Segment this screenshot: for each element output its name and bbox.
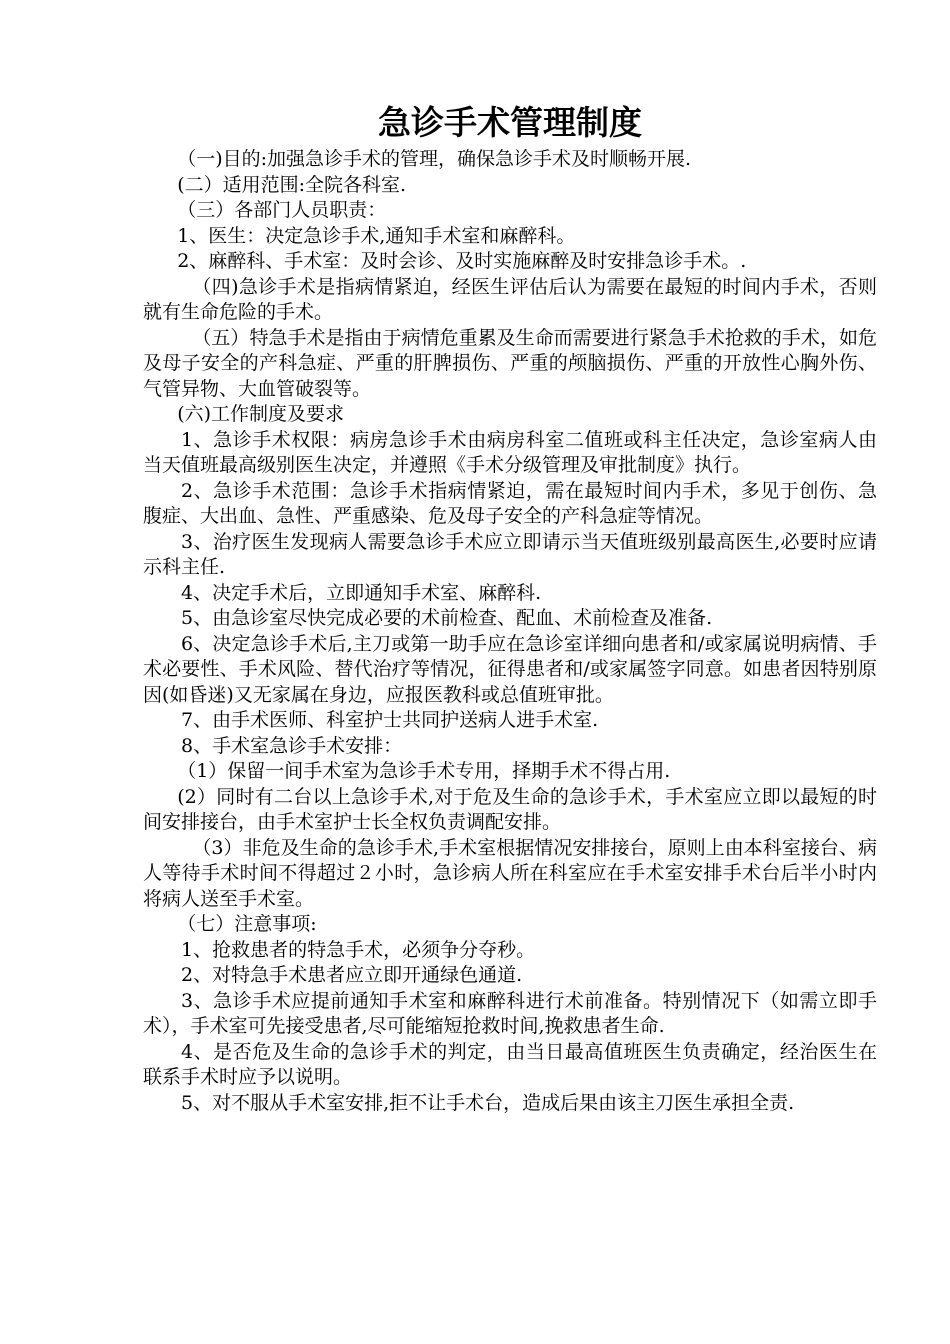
paragraph-urgent-definition: （五）特急手术是指由于病情危重累及生命而需要进行紧急手术抢救的手术，如危及母子安全的产科急症、严重的肝脾损伤、严重的颅脑损伤、严重的开放性心胸外伤、气管异物、大血管破裂等。 (143, 326, 877, 400)
paragraph-duties-heading: （三）各部门人员职责： (177, 199, 387, 221)
paragraph-rule-1: 1、急诊手术权限：病房急诊手术由病房科室二值班或科主任决定，急诊室病人由当天值班最高级别医生决定，并遵照《手术分级管理及审批制度》执行。 (143, 428, 877, 476)
paragraph-rule-7: 7、由手术医师、科室护士共同护送病人进手术室. (181, 709, 599, 731)
paragraph-note-5: 5、对不服从手术室安排,拒不让手术台，造成后果由该主刀医生承担全责. (181, 1091, 795, 1114)
paragraph-rule-8-1: （1）保留一间手术室为急诊手术专用，择期手术不得占用. (177, 760, 671, 782)
paragraph-note-2: 2、对特急手术患者应立即开通绿色通道. (181, 964, 523, 986)
paragraph-rule-8: 8、手术室急诊手术安排： (181, 734, 403, 757)
paragraph-rule-8-2: (2）同时有二台以上急诊手术,对于危及生命的急诊手术，手术室应立即以最短的时间安排接台，由手术室护士长全权负责调配安排。 (143, 785, 877, 833)
paragraph-note-4: 4、是否危及生命的急诊手术的判定，由当日最高值班医生负责确定，经治医生在联系手术时应予以说明。 (143, 1040, 877, 1088)
paragraph-emergency-definition: （四)急诊手术是指病情紧迫，经医生评估后认为需要在最短的时间内手术，否则就有生命危险的手术。 (143, 275, 877, 323)
paragraph-rule-6: 6、决定急诊手术后,主刀或第一助手应在急诊室详细向患者和/或家属说明病情、手术必要性、手术风险、替代治疗等情况，征得患者和/或家属签字同意。如患者因特别原因(如昏迷)又无家属在身边，应报医教科或总值班审批。 (143, 632, 877, 706)
document-title: 急诊手术管理制度 (378, 103, 642, 142)
paragraph-rule-2: 2、急诊手术范围：急诊手术指病情紧迫，需在最短时间内手术，多见于创伤、急腹症、大出血、急性、严重感染、危及母子安全的产科急症等情况。 (143, 479, 877, 527)
paragraph-note-3: 3、急诊手术应提前通知手术室和麻醉科进行术前准备。特别情况下（如需立即手术），手术室可先接受患者,尽可能缩短抢救时间,挽救患者生命. (143, 989, 877, 1037)
paragraph-duty-anesthesia: 2、麻醉科、手术室：及时会诊、及时实施麻醉及时安排急诊手术。. (177, 250, 747, 272)
paragraph-rules-heading: (六)工作制度及要求 (177, 403, 345, 425)
paragraph-purpose: （一)目的:加强急诊手术的管理，确保急诊手术及时顺畅开展. (177, 148, 692, 170)
paragraph-duty-doctor: 1、医生：决定急诊手术,通知手术室和麻醉科。 (177, 224, 576, 247)
paragraph-scope: (二）适用范围:全院各科室. (177, 173, 407, 196)
paragraph-rule-4: 4、决定手术后，立即通知手术室、麻醉科. (181, 581, 542, 604)
paragraph-rule-5: 5、由急诊室尽快完成必要的术前检查、配血、术前检查及准备. (181, 607, 713, 629)
document-body (143, 147, 877, 1116)
paragraph-rule-3: 3、治疗医生发现病人需要急诊手术应立即请示当天值班级别最高医生,必要时应请示科主任. (143, 530, 877, 578)
paragraph-note-1: 1、抢救患者的特急手术，必须争分夺秒。 (181, 938, 536, 961)
paragraph-notes-heading: （七）注意事项: (177, 913, 317, 935)
paragraph-rule-8-3: （3）非危及生命的急诊手术,手术室根据情况安排接台，原则上由本科室接台、病人等待手术时间不得超过２小时，急诊病人所在科室应在手术室安排手术台后半小时内将病人送至手术室。 (143, 836, 877, 910)
